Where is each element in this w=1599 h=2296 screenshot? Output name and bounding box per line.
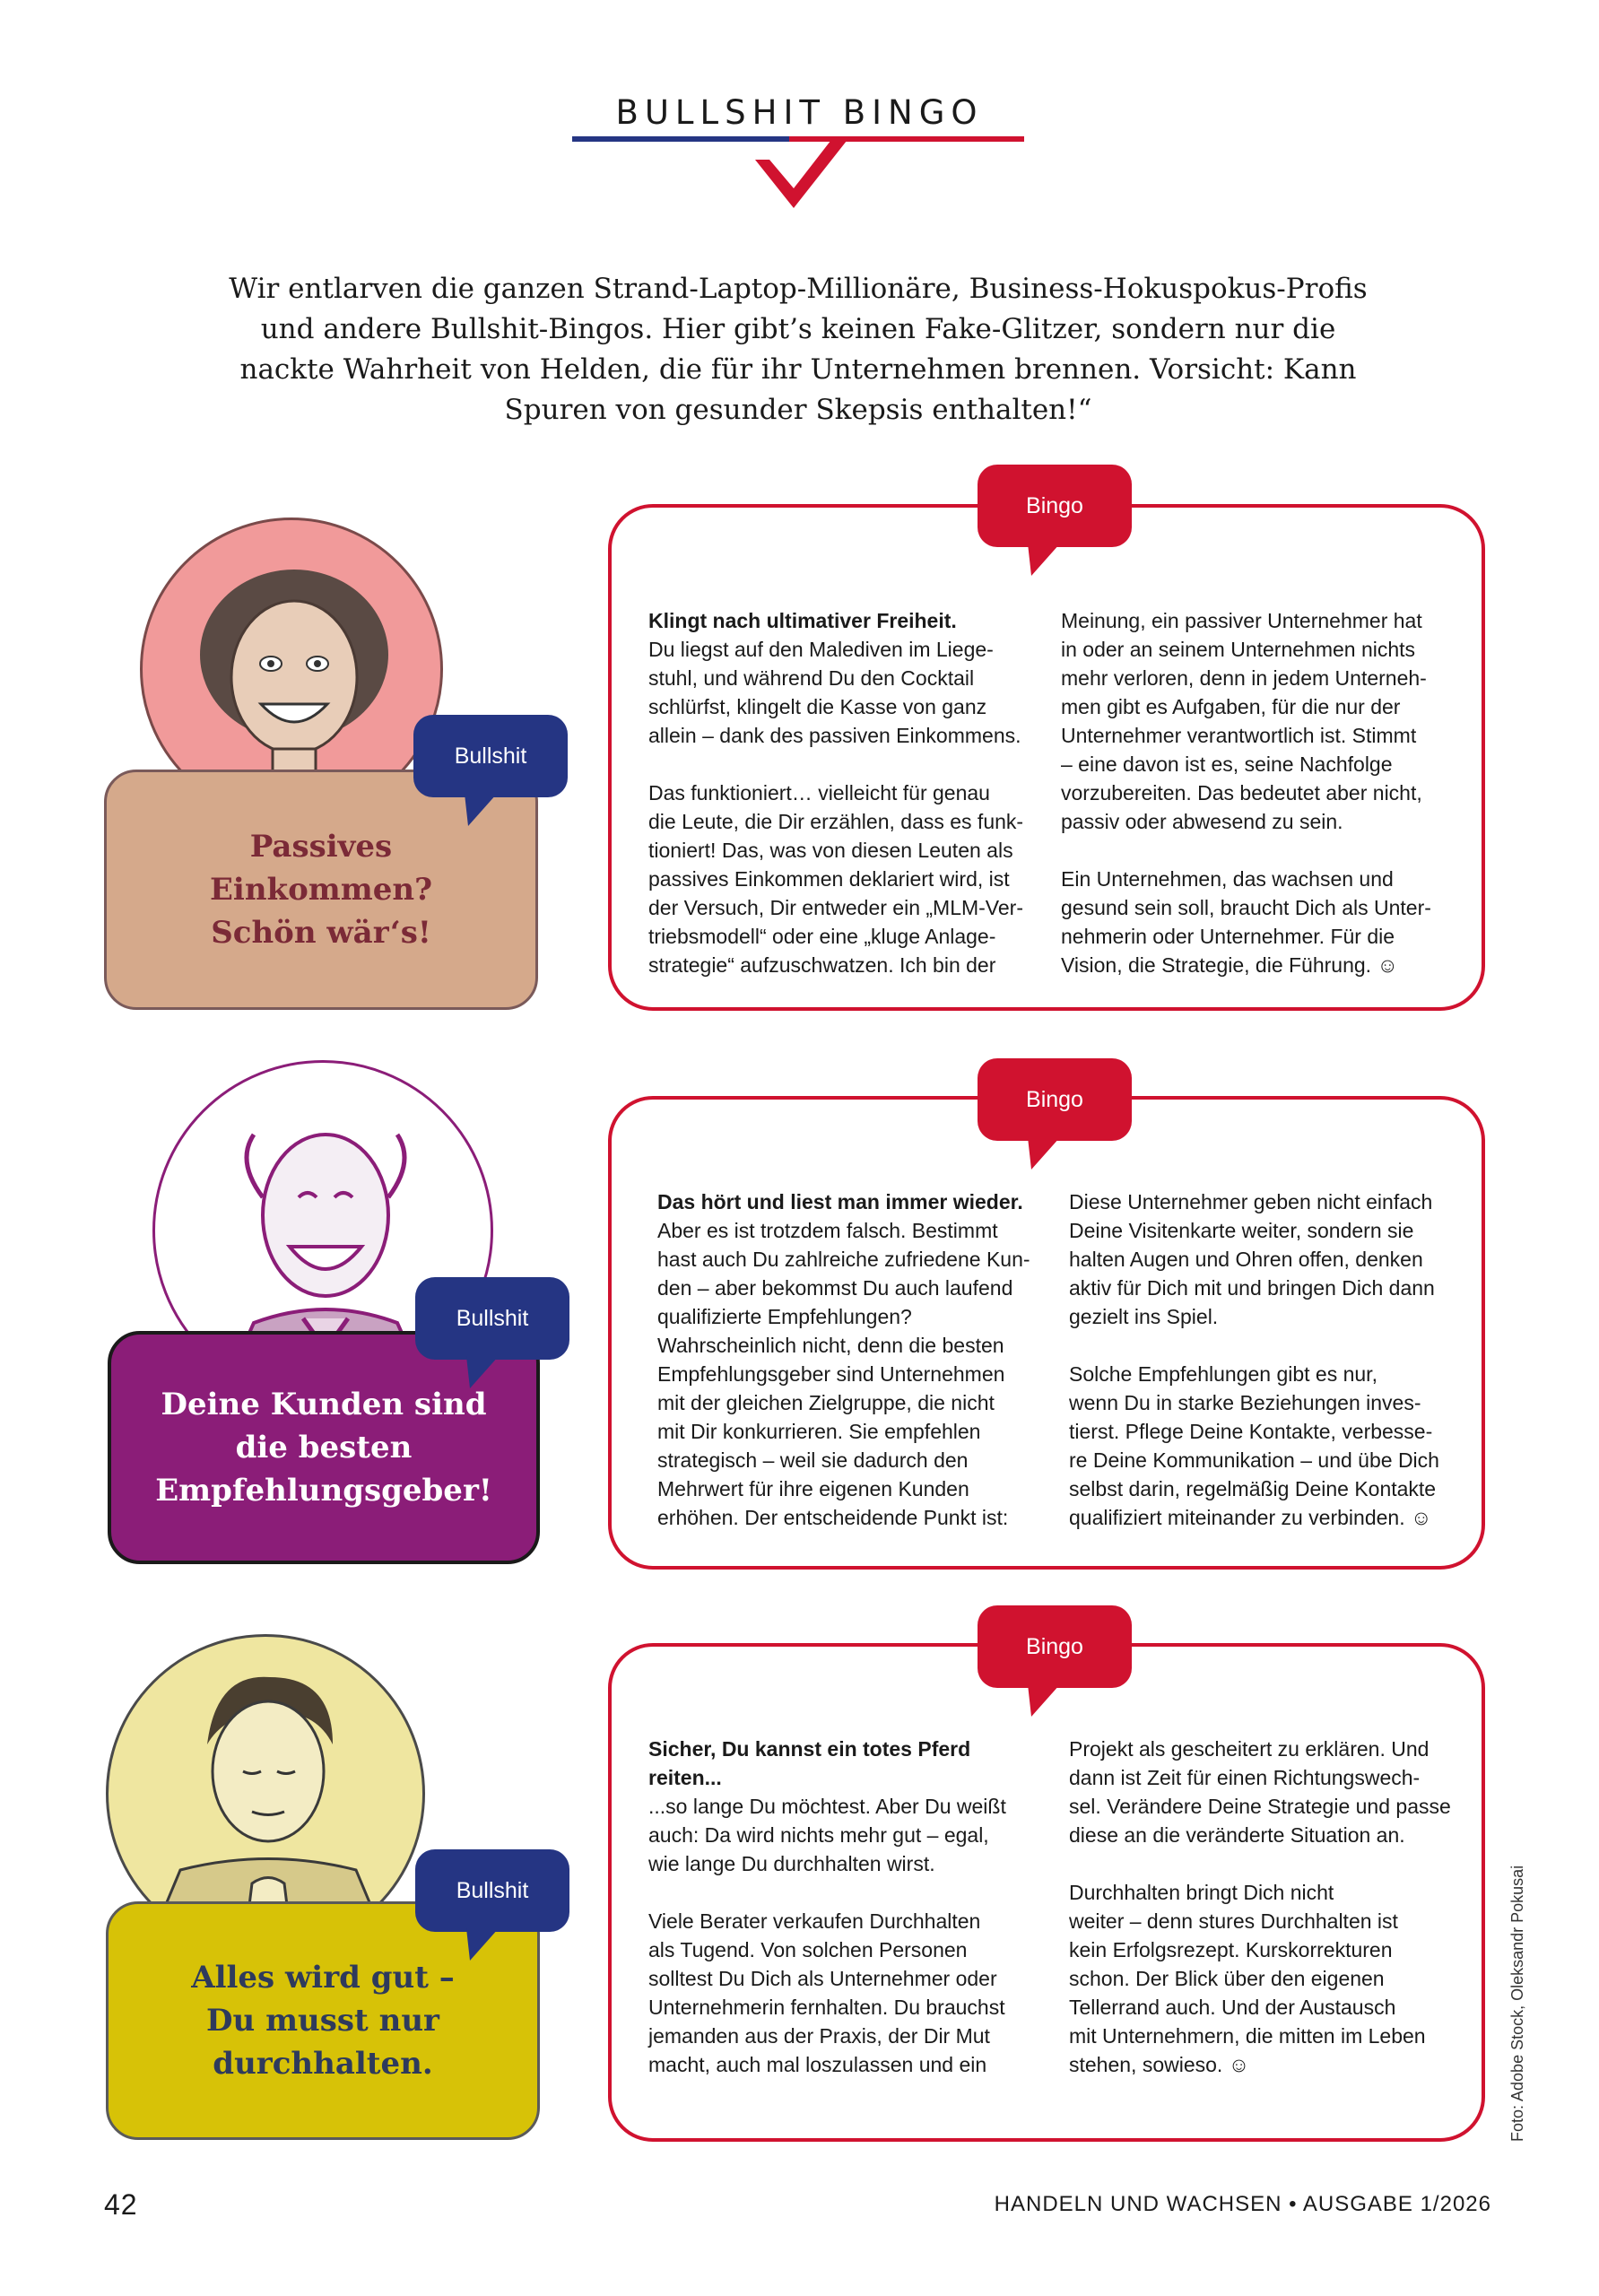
article-column-left (648, 606, 1043, 979)
article-column-right: Meinung, ein passiver Unternehmer hat in oder an seinem Unternehmen nichts mehr verloren, denn in jedem Unterneh- men gibt es Aufgaben, für die nur der Unternehmer verantwortlich ist. Stimmt – eine davon ist es, seine Nachfolge vorzubereiten. Das bedeutet aber nicht, passiv oder abwesend zu sein. Ein Unternehmen, das wachsen und gesund sein soll, braucht Dich als Unter- nehmerin oder Unternehmer. Für die Vision, die Strategie, die Führung. ☺ (1061, 609, 1431, 977)
intro-line: Spuren von gesunder Skepsis enthalten!“ (504, 394, 1092, 426)
headline-line: Einkommen? (209, 872, 432, 908)
speech-tail-icon (465, 794, 500, 830)
headline-line: Passives (249, 829, 393, 865)
intro-paragraph (215, 269, 1381, 430)
headline-line: Alles wird gut – (191, 1960, 455, 1996)
article-column-left (657, 1187, 1052, 1532)
article-text: ...so lange Du möchtest. Aber Du weißt auch: Da wird nichts mehr gut – egal, wie lange Du durchhalten wirst. Viele Berater verkaufen Durchhalten als Tugend. Von solchen Personen solltest Du Dich als Unternehmer oder Unternehmerin fernhalten. Du brauchst jemanden aus der Praxis, der Dir Mut macht, auch mal loszulassen und ein (648, 1795, 1006, 2076)
intro-line: Wir entlarven die ganzen Strand-Laptop-Millionäre, Business-Hokuspokus-Profis (229, 273, 1368, 305)
header-title: BULLSHIT BINGO (615, 93, 984, 132)
article-lead: Klingt nach ultimativer Freiheit. (648, 609, 957, 632)
publication-footer: HANDELN UND WACHSEN • AUSGABE 1/2026 (994, 2192, 1491, 2216)
speech-tail-icon (1028, 1684, 1064, 1720)
bullshit-tab: Bullshit (415, 1849, 569, 1932)
bullshit-tab: Bullshit (415, 1277, 569, 1360)
speech-tail-icon (466, 1928, 502, 1964)
article-text: Aber es ist trotzdem falsch. Bestimmt hast auch Du zahlreiche zufriedene Kun- den – aber bekommst Du auch laufend qualifizierte Empfehlungen? Wahrscheinlich nicht, denn die besten Empfehlungsgeber sind Unternehmen mit der gleichen Zielgruppe, die nicht mit Dir konkurrieren. Sie empfehlen strategisch – weil sie dadurch den Mehrwert für ihre eigenen Kunden erhöhen. Der entscheidende Punkt ist: (657, 1219, 1030, 1529)
headline-line: Schön wär‘s! (211, 915, 431, 951)
speech-tail-icon (466, 1356, 502, 1392)
speech-tail-icon (1028, 1137, 1064, 1173)
article-text: Du liegst auf den Malediven im Liege- stuhl, und während Du den Cocktail schlürfst, klingelt die Kasse von ganz allein – dank des passiven Einkommens. Das funktioniert… vielleicht für genau die Leute, die Dir erzählen, dass es funk- tioniert! Das, was von diesen Leuten als passives Einkommen deklariert wird, ist der Versuch, Dir entweder ein „MLM-Ver- triebsmodell“ oder eine „kluge Anlage- strategie“ aufzuschwatzen. Ich bin der (648, 638, 1024, 977)
intro-line: nackte Wahrheit von Helden, die für ihr Unternehmen brennen. Vorsicht: Kann (239, 353, 1357, 386)
bingo-tab: Bingo (978, 465, 1132, 547)
speech-tail-icon (1028, 544, 1064, 579)
article-column-right: Projekt als gescheitert zu erklären. Und dann ist Zeit für einen Richtungswech- sel. Verändere Deine Strategie und passe diese an die veränderte Situation an. Durchhalten bringt Dich nicht weiter – denn stures Durchhalten ist kein Erfolgsrezept. Kurskorrekturen schon. Der Blick über den eigenen Tellerrand auch. Und der Austausch mit Unternehmern, die mitten im Leben stehen, sowieso. ☺ (1069, 1737, 1451, 2076)
article-column-right: Diese Unternehmer geben nicht einfach Deine Visitenkarte weiter, sondern sie halten Augen und Ohren offen, denken aktiv für Dich mit und bringen Dich dann gezielt ins Spiel. Solche Empfehlungen gibt es nur, wenn Du in starke Beziehungen inves- tierst. Pflege Deine Kontakte, verbesse- re Deine Kommunikation – und übe Dich selbst darin, regelmäßig Deine Kontakte qualifiziert miteinander zu verbinden. ☺ (1069, 1190, 1439, 1529)
headline-line: Deine Kunden sind (161, 1387, 487, 1422)
headline-line: die besten (235, 1430, 413, 1465)
bingo-tab: Bingo (978, 1605, 1132, 1688)
checkmark-logo (565, 126, 1031, 215)
page-number: 42 (104, 2188, 138, 2221)
headline-line: Empfehlungsgeber! (155, 1473, 492, 1509)
article-column-left (648, 1735, 1043, 2079)
article-lead: Sicher, Du kannst ein totes Pferd reiten... (648, 1737, 971, 1789)
headline-line: durchhalten. (213, 2046, 433, 2082)
photo-credit: Foto: Adobe Stock, Oleksandr Pokusai (1508, 1865, 1526, 2142)
article-lead: Das hört und liest man immer wieder. (657, 1190, 1023, 1213)
bingo-tab: Bingo (978, 1058, 1132, 1141)
intro-line: und andere Bullshit-Bingos. Hier gibt’s keinen Fake-Glitzer, sondern nur die (260, 313, 1336, 345)
bullshit-tab: Bullshit (413, 715, 568, 797)
headline-line: Du musst nur (206, 2003, 439, 2039)
